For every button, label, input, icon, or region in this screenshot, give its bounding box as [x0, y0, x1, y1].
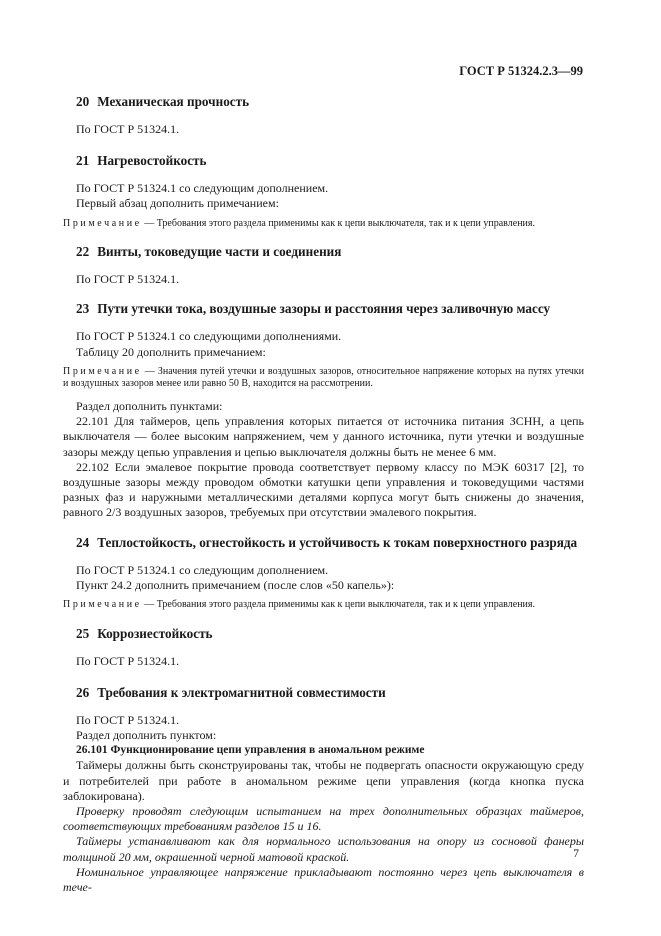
section-title: Нагревостойкость: [97, 153, 207, 169]
note: [63, 218, 584, 231]
paragraph: По ГОСТ Р 51324.1 со следующими дополнениями.: [76, 329, 342, 344]
paragraph: По ГОСТ Р 51324.1.: [76, 712, 180, 727]
section-number: 24: [76, 534, 90, 550]
section-title: Коррозиестойкость: [97, 625, 213, 641]
paragraph: Первый абзац дополнить примечанием:: [76, 196, 279, 211]
paragraph: По ГОСТ Р 51324.1 со следующим дополнением.: [76, 181, 329, 196]
clause-22-102: 22.102 Если эмалевое покрытие провода соответствует первому классу по МЭК 60317 [2], то воздушные зазоры между проводом обмотки катушки цепи управления и токоведущими частями разных фаз и наружными металлическими деталями корпуса могут быть снижены до значения, равного 2/3 воздушных зазоров, требуемых при отсутствии эмалевого покрытия.: [63, 459, 584, 520]
section-number: 23: [76, 301, 90, 317]
paragraph: По ГОСТ Р 51324.1.: [76, 272, 180, 287]
section-22-heading: [76, 244, 584, 260]
section-number: 22: [76, 244, 90, 260]
note: [63, 599, 584, 612]
page-number: 7: [573, 848, 579, 860]
section-title: Требования к электромагнитной совместимости: [97, 684, 386, 700]
section-title: Теплостойкость, огнестойкость и устойчивость к токам поверхностного разряда: [97, 534, 578, 550]
paragraph: Пункт 24.2 дополнить примечанием (после слов «50 капель»):: [76, 577, 395, 592]
paragraph: По ГОСТ Р 51324.1.: [76, 122, 180, 136]
paragraph: По ГОСТ Р 51324.1.: [76, 653, 180, 668]
section-26-heading: [76, 685, 584, 701]
section-title: Пути утечки тока, воздушные зазоры и расстояния через заливочную массу: [97, 301, 551, 317]
clause-22-101: 22.101 Для таймеров, цепь управления которых питается от источника питания ЗСНН, а цепь выключателя — более высоким напряжением, чем у данного источника, пути утечки и воздушные зазоры между цепью управления и цепью выключателя должны быть не менее 6 мм.: [63, 414, 584, 459]
section-20-heading: [76, 94, 584, 110]
note-text: — Значения путей утечки и воздушных зазоров, относительное напряжение которых на путях утечки и воздушных зазоров менее или равно 50 В, находится на рассмотрении.: [63, 365, 584, 390]
paragraph-italic: Номинальное управляющее напряжение прикладывают постоянно через цепь выключателя в тече-: [63, 864, 584, 895]
section-title: Механическая прочность: [97, 94, 250, 109]
section-23-heading: [76, 301, 584, 317]
note: [63, 366, 584, 391]
section-number: 21: [76, 153, 90, 169]
clause-26-101-title: 26.101 Функционирование цепи управления в аномальном режиме: [76, 744, 425, 757]
note-text: — Требования этого раздела применимы как к цепи выключателя, так и к цепи управления.: [141, 599, 535, 611]
note-text: — Требования этого раздела применимы как к цепи выключателя, так и к цепи управления.: [141, 217, 535, 229]
section-21-heading: [76, 153, 584, 169]
section-25-heading: [76, 626, 584, 642]
paragraph: Таблицу 20 дополнить примечанием:: [76, 344, 266, 359]
section-number: 26: [76, 684, 90, 700]
page-content: [63, 90, 584, 895]
document-id-header: ГОСТ Р 51324.2.3—99: [459, 64, 583, 78]
paragraph-italic: Таймеры устанавливают как для нормального использования на опору из сосновой фанеры толщиной 20 мм, окрашенной черной матовой краской.: [63, 834, 584, 864]
paragraph: Раздел дополнить пунктами:: [76, 399, 223, 413]
section-title: Винты, токоведущие части и соединения: [97, 244, 342, 260]
paragraph: Таймеры должны быть сконструированы так, чтобы не подвергать опасности окружающую среду и потребителей при работе в аномальном режиме цепи управления (когда кнопка пуска заблокирована).: [63, 758, 584, 803]
section-number: 25: [76, 625, 90, 641]
paragraph: Раздел дополнить пунктом:: [76, 728, 217, 743]
note-label: Примечание: [63, 217, 142, 229]
note-label: Примечание: [63, 365, 142, 377]
section-number: 20: [76, 94, 90, 109]
paragraph: По ГОСТ Р 51324.1 со следующим дополнением.: [76, 562, 329, 577]
paragraph-italic: Проверку проводят следующим испытанием на трех дополнительных образцах таймеров, соответствующих требованиям разделов 15 и 16.: [63, 804, 584, 834]
note-label: Примечание: [63, 599, 142, 611]
section-24-heading: [76, 535, 584, 551]
